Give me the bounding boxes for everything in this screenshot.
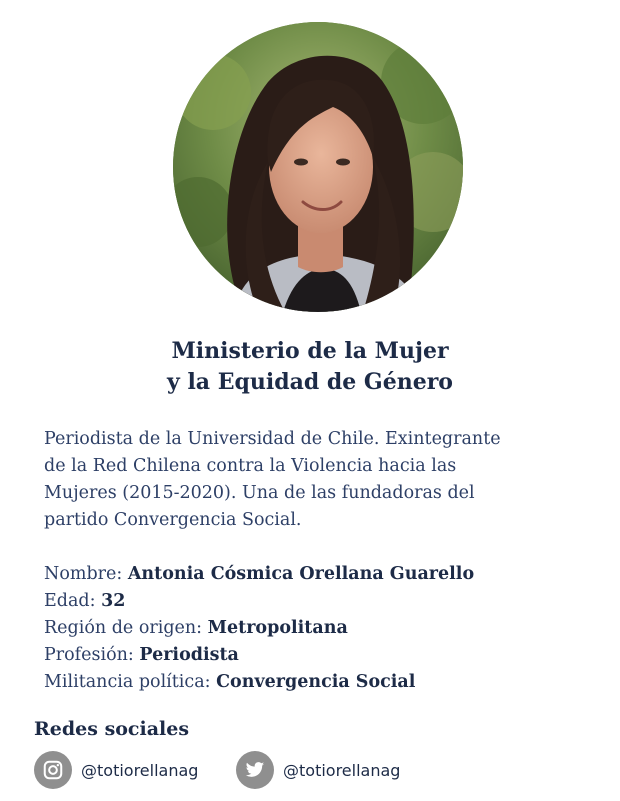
bio-paragraph bbox=[44, 426, 604, 534]
fact-party bbox=[44, 669, 614, 696]
fact-label: Militancia política: bbox=[44, 672, 211, 692]
bio-line: de la Red Chilena contra la Violencia hacia las bbox=[44, 456, 457, 476]
fact-label: Profesión: bbox=[44, 645, 134, 665]
fact-value: Metropolitana bbox=[207, 618, 348, 638]
fact-label: Nombre: bbox=[44, 564, 123, 584]
ministry-title-line1: Ministerio de la Mujer bbox=[171, 338, 449, 364]
ministry-title-line2: y la Equidad de Género bbox=[167, 369, 453, 395]
bio-line: Mujeres (2015-2020). Una de las fundadoras del bbox=[44, 483, 475, 503]
twitter-handle[interactable]: @totiorellanag bbox=[283, 760, 401, 780]
fact-label: Región de origen: bbox=[44, 618, 203, 638]
instagram-link[interactable] bbox=[34, 750, 198, 790]
fact-value: Periodista bbox=[139, 645, 239, 665]
social-heading: Redes sociales bbox=[34, 718, 190, 740]
bio-line: partido Convergencia Social. bbox=[44, 510, 302, 530]
ministry-title bbox=[0, 336, 620, 398]
fact-label: Edad: bbox=[44, 591, 96, 611]
profile-photo bbox=[173, 22, 463, 312]
twitter-link[interactable] bbox=[236, 750, 400, 790]
twitter-icon[interactable] bbox=[236, 751, 274, 789]
fact-name bbox=[44, 561, 614, 588]
fact-profession bbox=[44, 642, 614, 669]
fact-age bbox=[44, 588, 614, 615]
bio-line: Periodista de la Universidad de Chile. Exintegrante bbox=[44, 429, 501, 449]
fact-value: Convergencia Social bbox=[216, 672, 416, 692]
portrait-image bbox=[173, 22, 463, 312]
fact-value: 32 bbox=[101, 591, 126, 611]
instagram-icon[interactable] bbox=[34, 751, 72, 789]
facts-list bbox=[44, 561, 614, 696]
fact-region bbox=[44, 615, 614, 642]
fact-value: Antonia Cósmica Orellana Guarello bbox=[127, 564, 475, 584]
instagram-handle[interactable]: @totiorellanag bbox=[81, 760, 199, 780]
